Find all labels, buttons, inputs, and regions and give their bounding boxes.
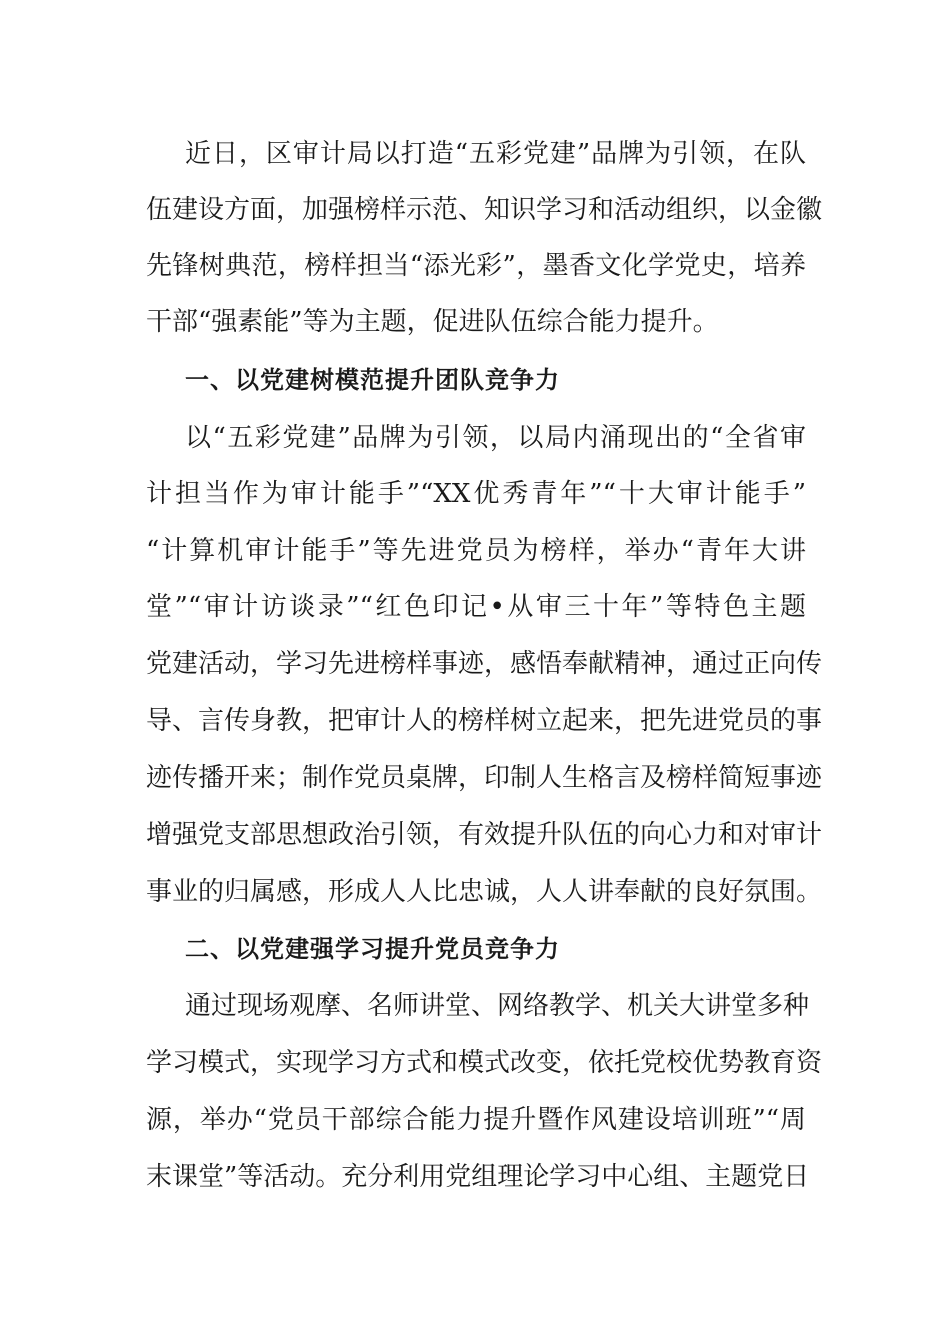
paragraph-2-line-7: 迹传播开来；制作党员桌牌，印制人生格言及榜样简短事迹 <box>146 763 823 793</box>
paragraph-3-line-3: 源，举办“党员干部综合能力提升暨作风建设培训班”“周 <box>146 1105 806 1135</box>
paragraph-2-line-3: “计算机审计能手”等先进党员为榜样，举办“青年大讲 <box>146 536 806 566</box>
section-heading-1: 一、以党建树模范提升团队竞争力 <box>185 365 560 394</box>
paragraph-1-line-4: 干部“强素能”等为主题，促进队伍综合能力提升。 <box>146 307 719 337</box>
paragraph-3-line-4: 末课堂”等活动。充分利用党组理论学习中心组、主题党日 <box>146 1162 810 1192</box>
paragraph-2-line-9: 事业的归属感，形成人人比忠诚，人人讲奉献的良好氛围。 <box>146 877 823 907</box>
paragraph-2-line-1: 以“五彩党建”品牌为引领，以局内涌现出的“全省审 <box>185 423 806 453</box>
paragraph-2-line-8: 增强党支部思想政治引领，有效提升队伍的向心力和对审计 <box>146 820 823 850</box>
paragraph-2-line-4: 堂”“审计访谈录”“红色印记•从审三十年”等特色主题 <box>146 592 806 622</box>
paragraph-3-line-1: 通过现场观摩、名师讲堂、网络教学、机关大讲堂多种 <box>185 991 810 1021</box>
paragraph-3-line-2: 学习模式，实现学习方式和模式改变，依托党校优势教育资 <box>146 1048 823 1078</box>
paragraph-2-line-2: 计担当作为审计能手”“XX优秀青年”“十大审计能手” <box>146 479 806 509</box>
section-heading-2: 二、以党建强学习提升党员竞争力 <box>185 934 560 963</box>
paragraph-2-line-6: 导、言传身教，把审计人的榜样树立起来，把先进党员的事 <box>146 706 823 736</box>
paragraph-1-line-1: 近日，区审计局以打造“五彩党建”品牌为引领，在队 <box>185 139 806 169</box>
paragraph-1-line-3: 先锋树典范，榜样担当“添光彩”，墨香文化学党史，培养 <box>146 251 806 281</box>
paragraph-2-line-5: 党建活动，学习先进榜样事迹，感悟奉献精神，通过正向传 <box>146 649 823 679</box>
paragraph-1-line-2: 伍建设方面，加强榜样示范、知识学习和活动组织，以金徽 <box>146 195 823 225</box>
